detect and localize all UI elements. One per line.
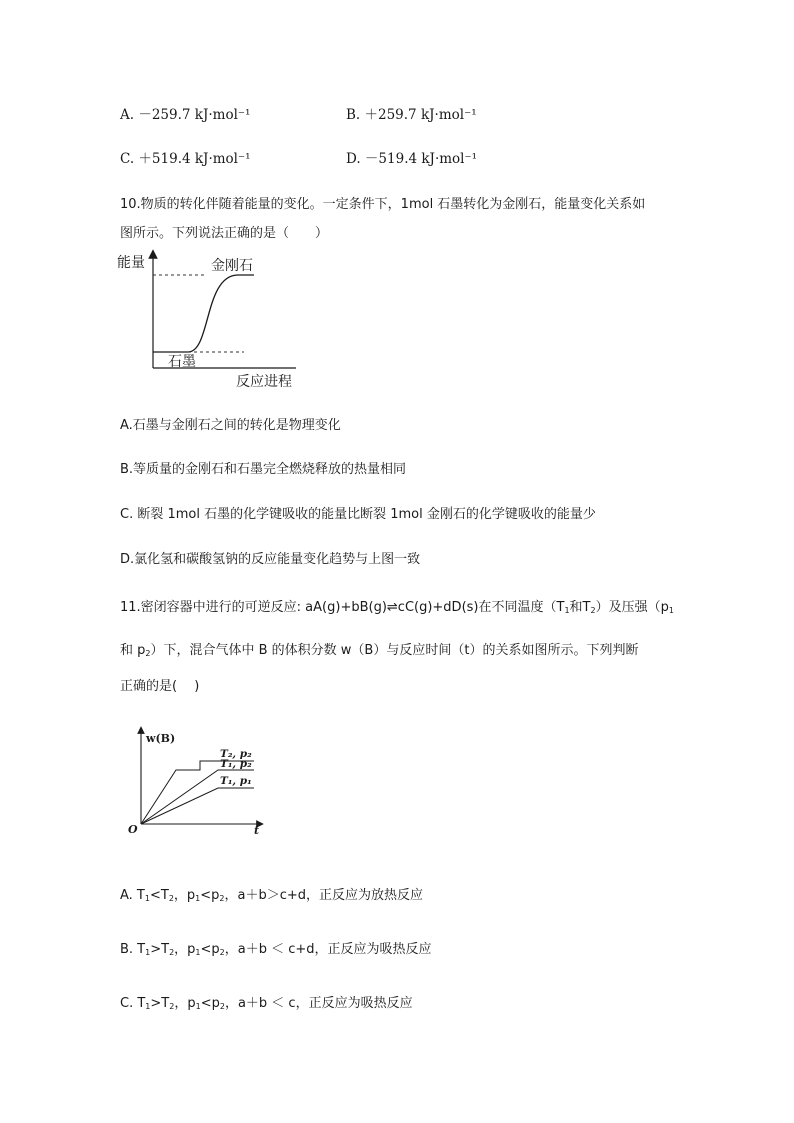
q11-xlabel: t — [254, 824, 260, 837]
q11-origin-label: O — [128, 823, 138, 836]
q9-option-b: B. ＋259.7 kJ·mol⁻¹ — [346, 107, 477, 123]
q10-option-d: D.氯化氢和碳酸氢钠的反应能量变化趋势与上图一致 — [120, 552, 421, 567]
q10-option-a: A.石墨与金刚石之间的转化是物理变化 — [120, 418, 341, 433]
q11-option-c: C. $T_1>T_2$，$p_1<p_2$，a＋b ＜ c，正反应为吸热反应 — [120, 996, 413, 1011]
q11-curve-label-t1p1: T₁, p₁ — [220, 775, 252, 787]
q11-stem-line3: 正确的是( ) — [120, 679, 200, 694]
q11-option-b: B. $T_1>T_2$，$p_1<p_2$，a＋b ＜ c+d，正反应为吸热反应 — [120, 942, 432, 957]
q11-stem-line1: 11.密闭容器中进行的可逆反应: aA(g)+bB(g)⇌cC(g)+dD(s)在不同温度（$T_1$和$T_2$）及压强（$p_1$ — [120, 600, 674, 615]
q9-option-a: A. －259.7 kJ·mol⁻¹ — [120, 107, 251, 123]
q10-stem-line1: 10.物质的转化伴随着能量的变化。一定条件下，1mol 石墨转化为金刚石，能量变化关系如 — [120, 197, 646, 212]
q11-ylabel: w(B) — [146, 732, 176, 745]
q11-curve-label-t2p2: T₂, p₂ — [220, 748, 252, 760]
q10-xlabel: 反应进程 — [236, 374, 292, 390]
q9-option-c: C. ＋519.4 kJ·mol⁻¹ — [120, 151, 251, 167]
q11-wb-time-diagram — [126, 726, 266, 838]
q10-energy-curve — [153, 275, 254, 352]
q11-stem-line2: 和 $p_2$）下，混合气体中 B 的体积分数 w（B）与反应时间（t）的关系如图所示。下列判断 — [120, 643, 639, 658]
q10-option-b: B.等质量的金刚石和石墨完全燃烧释放的热量相同 — [120, 462, 407, 477]
q10-ylabel: 能量 — [117, 255, 145, 271]
q9-option-d: D. －519.4 kJ·mol⁻¹ — [346, 151, 478, 167]
q11-option-a: A. $T_1<T_2$，$p_1<p_2$，a＋b＞c+d，正反应为放热反应 — [120, 888, 424, 903]
q10-diamond-label: 金刚石 — [211, 258, 253, 274]
q11-curve-t1-p1 — [141, 788, 254, 824]
q10-graphite-label: 石墨 — [168, 354, 196, 370]
q10-energy-diagram — [116, 248, 306, 390]
q10-option-c: C. 断裂 1mol 石墨的化学键吸收的能量比断裂 1mol 金刚石的化学键吸收的能量少 — [120, 507, 596, 522]
q10-stem-line2: 图所示。下列说法正确的是（ ） — [120, 226, 329, 241]
q11-curve-label-t1p2: T₁, p₂ — [220, 758, 252, 770]
